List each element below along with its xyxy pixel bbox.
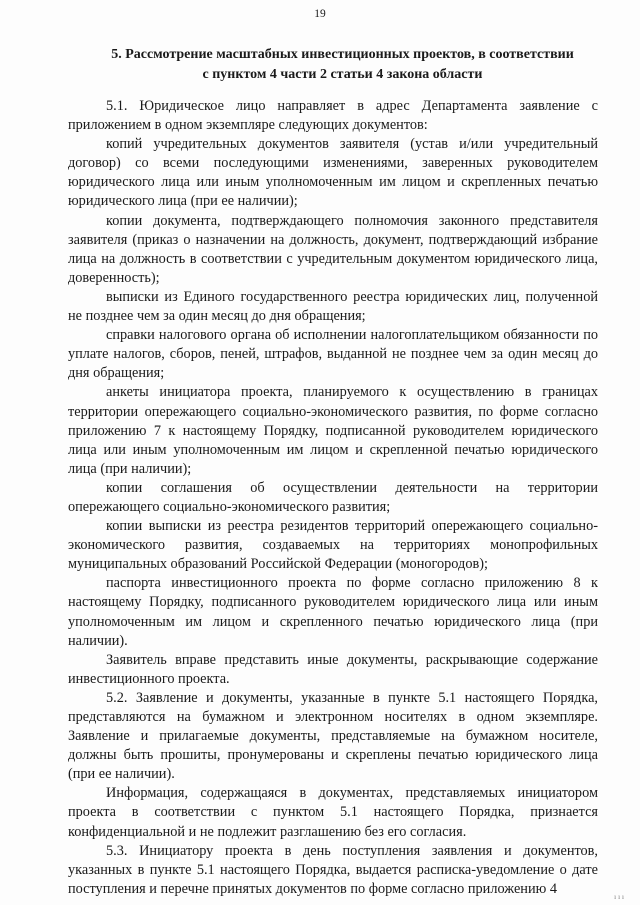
paragraph-5-2: 5.2. Заявление и документы, указанные в пункте 5.1 настоящего Порядка, представляются на бумажном и электронном носителях в одном экземпляре. Заявление и прилагаемые документы, представляемые на бумажном носителе, должны быть прошиты, пронумерованы и скреплены печатью юридического лица (при ее наличии). xyxy=(68,689,598,783)
page-number: 19 xyxy=(314,8,326,20)
paragraph-other-documents: Заявитель вправе представить иные документы, раскрывающие содержание инвестиционного проекта. xyxy=(68,651,598,687)
paragraph-confidentiality: Информация, содержащаяся в документах, представляемых инициатором проекта в соответствии с пунктом 5.1 настоящего Порядка, признается конфиденциальной и не подлежит разглашению без его согласия. xyxy=(68,785,598,840)
list-item-agreement-copy: копии соглашения об осуществлении деятельности на территории опережающего социально-экономического развития; xyxy=(68,479,598,515)
list-item-founding-documents: копий учредительных документов заявителя (устав и/или учредительный договор) со всеми последующими изменениями, заверенных руководителем юридического лица или иным уполномоченным им лицом и скрепленных печатью юридического лица (при ее наличии); xyxy=(68,136,598,210)
list-item-egrul-extract: выписки из Единого государственного реестра юридических лиц, полученной не позднее чем за один месяц до дня обращения; xyxy=(68,288,598,325)
paragraph-5-1: 5.1. Юридическое лицо направляет в адрес Департамента заявление с приложением в одном экземпляре следующих документов: xyxy=(68,98,598,134)
section-heading xyxy=(70,45,615,85)
document-body xyxy=(68,97,598,899)
list-item-initiator-questionnaire: анкеты инициатора проекта, планируемого к осуществлению в границах территории опережающего социально-экономического развития, по форме согласно приложению 7 к настоящему Порядку, подписанной руководителем юридического лица или иным уполномоченным им лицом и скрепленной печатью юридического лица (при наличии); xyxy=(68,384,598,477)
list-item-tax-certificate: справки налогового органа об исполнении налогоплательщиком обязанности по уплате налогов, сборов, пеней, штрафов, выданной не позднее чем за один месяц до дня обращения; xyxy=(68,327,598,382)
section-heading-line-1: 5. Рассмотрение масштабных инвестиционных проектов, в соответствии xyxy=(111,47,574,62)
list-item-project-passport: паспорта инвестиционного проекта по форме согласно приложению 8 к настоящему Порядку, подписанного руководителем юридического лица или иным уполномоченным им лицом и скрепленного печатью юридического лица (при наличии). xyxy=(68,575,598,649)
list-item-representative-authority: копии документа, подтверждающего полномочия законного представителя заявителя (приказ о назначении на должность, документ, подтверждающий избрание лица на должность в соответствии с учредительным документом юридического лица, доверенность); xyxy=(68,212,598,286)
paragraph-5-3: 5.3. Инициатору проекта в день поступления заявления и документов, указанных в пункте 5.1 настоящего Порядка, выдается расписка-уведомление о дате поступления и перечне принятых документов по форме согласно приложению 4 xyxy=(68,842,598,897)
list-item-resident-register-extract: копии выписки из реестра резидентов территорий опережающего социально-экономического развития, создаваемых на территориях монопрофильных муниципальных образований Российской Федерации (моногородов); xyxy=(68,518,598,573)
scan-mark: ııı xyxy=(614,893,626,901)
section-heading-line-2: с пунктом 4 части 2 статьи 4 закона области xyxy=(202,67,483,82)
